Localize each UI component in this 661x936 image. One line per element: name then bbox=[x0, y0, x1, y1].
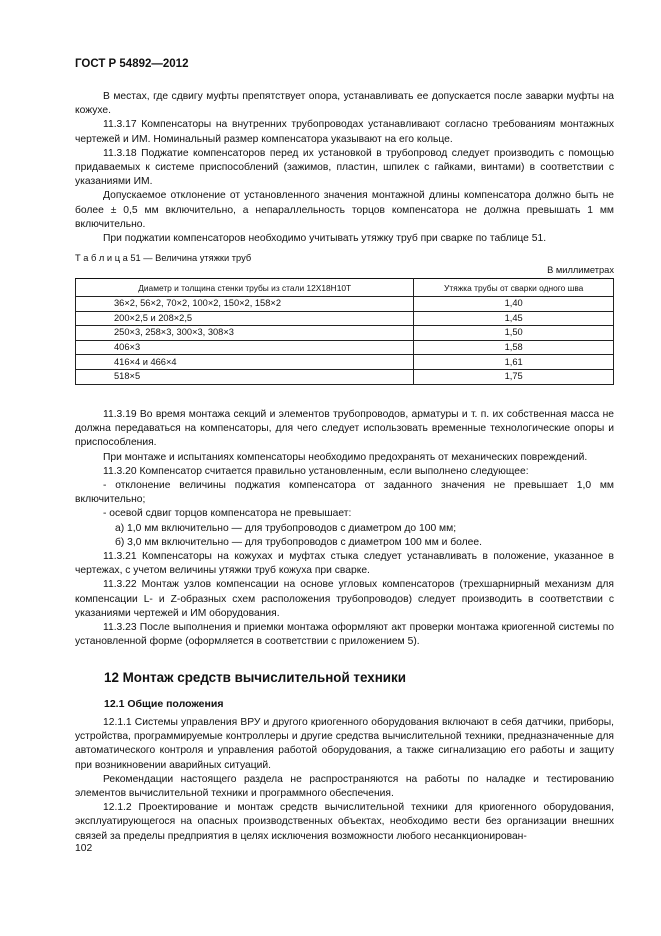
table-row bbox=[76, 355, 614, 370]
paragraph: 11.3.18 Поджатие компенсаторов перед их установкой в трубопровод следует производить с помощью придаваемых к системе приспособлений (зажимов, пластин, шпилек с гайками, винтами) в соответствии с указаниями ИМ. bbox=[75, 147, 614, 188]
paragraph: 11.3.20 Компенсатор считается правильно установленным, если выполнено следующее: bbox=[103, 465, 529, 477]
table-row bbox=[76, 369, 614, 384]
cell-diameter: 250×3, 258×3, 300×3, 308×3 bbox=[76, 326, 414, 341]
text-block-top bbox=[75, 90, 614, 246]
cell-diameter: 200×2,5 и 208×2,5 bbox=[76, 311, 414, 326]
paragraph: В местах, где сдвигу муфты препятствует опора, устанавливать ее допускается после заварки муфты на кожухе. bbox=[75, 91, 614, 117]
table-units: В миллиметрах bbox=[547, 265, 614, 275]
paragraph: 12.1.1 Системы управления ВРУ и другого криогенного оборудования включают в себя датчики, приборы, устройства, программируемые контроллеры и другие средства вычислительной техники, предназначенные для автоматического контроля и управления работой оборудования, а также сигнализацию его работы и защиту при возникновении аварийных ситуаций. bbox=[75, 717, 614, 771]
table-header-row bbox=[76, 279, 614, 297]
column-header-tightening: Утяжка трубы от сварки одного шва bbox=[414, 279, 614, 297]
cell-tightening: 1,50 bbox=[414, 326, 614, 341]
column-header-diameter: Диаметр и толщина стенки трубы из стали 12Х18Н10Т bbox=[76, 279, 414, 297]
section-heading: 12 Монтаж средств вычислительной техники bbox=[104, 670, 406, 685]
text-block-bottom bbox=[75, 716, 614, 844]
document-code: ГОСТ Р 54892—2012 bbox=[75, 58, 189, 70]
paragraph: 11.3.21 Компенсаторы на кожухах и муфтах стыка следует устанавливать в положение, указанное в чертежах, с учетом величины утяжки труб кожуха при сварке. bbox=[75, 551, 614, 577]
paragraph: При поджатии компенсаторов необходимо учитывать утяжку труб при сварке по таблице 51. bbox=[103, 233, 547, 245]
paragraph: 11.3.17 Компенсаторы на внутренних трубопроводах устанавливают согласно требованиям монтажных чертежей и ИМ. Номинальный размер компенсатора указывают на его кольце. bbox=[75, 119, 614, 145]
cell-tightening: 1,45 bbox=[414, 311, 614, 326]
table-row bbox=[76, 326, 614, 341]
paragraph: 11.3.22 Монтаж узлов компенсации на основе угловых компенсаторов (трехшарнирный механизм для компенсации L- и Z-образных схем расположения трубопроводов) следует производить в соответствии с указаниями чертежей и ИМ оборудования. bbox=[75, 579, 614, 619]
paragraph: При монтаже и испытаниях компенсаторы необходимо предохранять от механических повреждений. bbox=[103, 451, 588, 463]
cell-tightening: 1,61 bbox=[414, 355, 614, 370]
cell-tightening: 1,75 bbox=[414, 369, 614, 384]
cell-tightening: 1,58 bbox=[414, 340, 614, 355]
table-row bbox=[76, 340, 614, 355]
table-caption: Т а б л и ц а 51 — Величина утяжки труб bbox=[75, 253, 252, 263]
table-row bbox=[76, 297, 614, 312]
cell-diameter: 416×4 и 466×4 bbox=[76, 355, 414, 370]
paragraph: Допускаемое отклонение от установленного значения монтажной длины компенсатора должно быть не более ± 0,5 мм включительно, а непараллельность торцов компенсатора не должна превышать 1 мм включительно. bbox=[75, 190, 614, 230]
cell-diameter: 518×5 bbox=[76, 369, 414, 384]
paragraph: 12.1.2 Проектирование и монтаж средств вычислительной техники для криогенного оборудования, эксплуатирующегося на опасных производственных объектах, необходимо вести без организации внешних связей за пределы предприятия в целях исключения возможности любого несанкционирован- bbox=[75, 802, 614, 842]
text-block-middle bbox=[75, 408, 614, 649]
list-item: - осевой сдвиг торцов компенсатора не превышает: bbox=[103, 508, 352, 520]
table-row bbox=[76, 311, 614, 326]
subsection-heading: 12.1 Общие положения bbox=[104, 698, 224, 710]
cell-diameter: 406×3 bbox=[76, 340, 414, 355]
paragraph: 11.3.19 Во время монтажа секций и элементов трубопроводов, арматуры и т. п. их собственная масса не должна передаваться на компенсаторы, для чего следует использовать временные технологические опоры и приспособления. bbox=[75, 409, 614, 449]
cell-tightening: 1,40 bbox=[414, 297, 614, 312]
cell-diameter: 36×2, 56×2, 70×2, 100×2, 150×2, 158×2 bbox=[76, 297, 414, 312]
sub-list-item: а) 1,0 мм включительно — для трубопроводов с диаметром до 100 мм; bbox=[115, 522, 457, 534]
sub-list-item: б) 3,0 мм включительно — для трубопроводов с диаметром 100 мм и более. bbox=[115, 536, 482, 548]
tightening-table bbox=[75, 278, 614, 385]
page-number: 102 bbox=[75, 843, 93, 854]
paragraph: Рекомендации настоящего раздела не распространяются на работы по наладке и тестированию элементов вычислительной техники и программного обеспечения. bbox=[75, 773, 614, 800]
paragraph: 11.3.23 После выполнения и приемки монтажа оформляют акт проверки монтажа криогенной системы по установленной форме (оформляется в соответствии с приложением 5). bbox=[75, 622, 614, 648]
list-item: - отклонение величины поджатия компенсатора от заданного значения не превышает 1,0 мм включительно; bbox=[75, 480, 614, 506]
